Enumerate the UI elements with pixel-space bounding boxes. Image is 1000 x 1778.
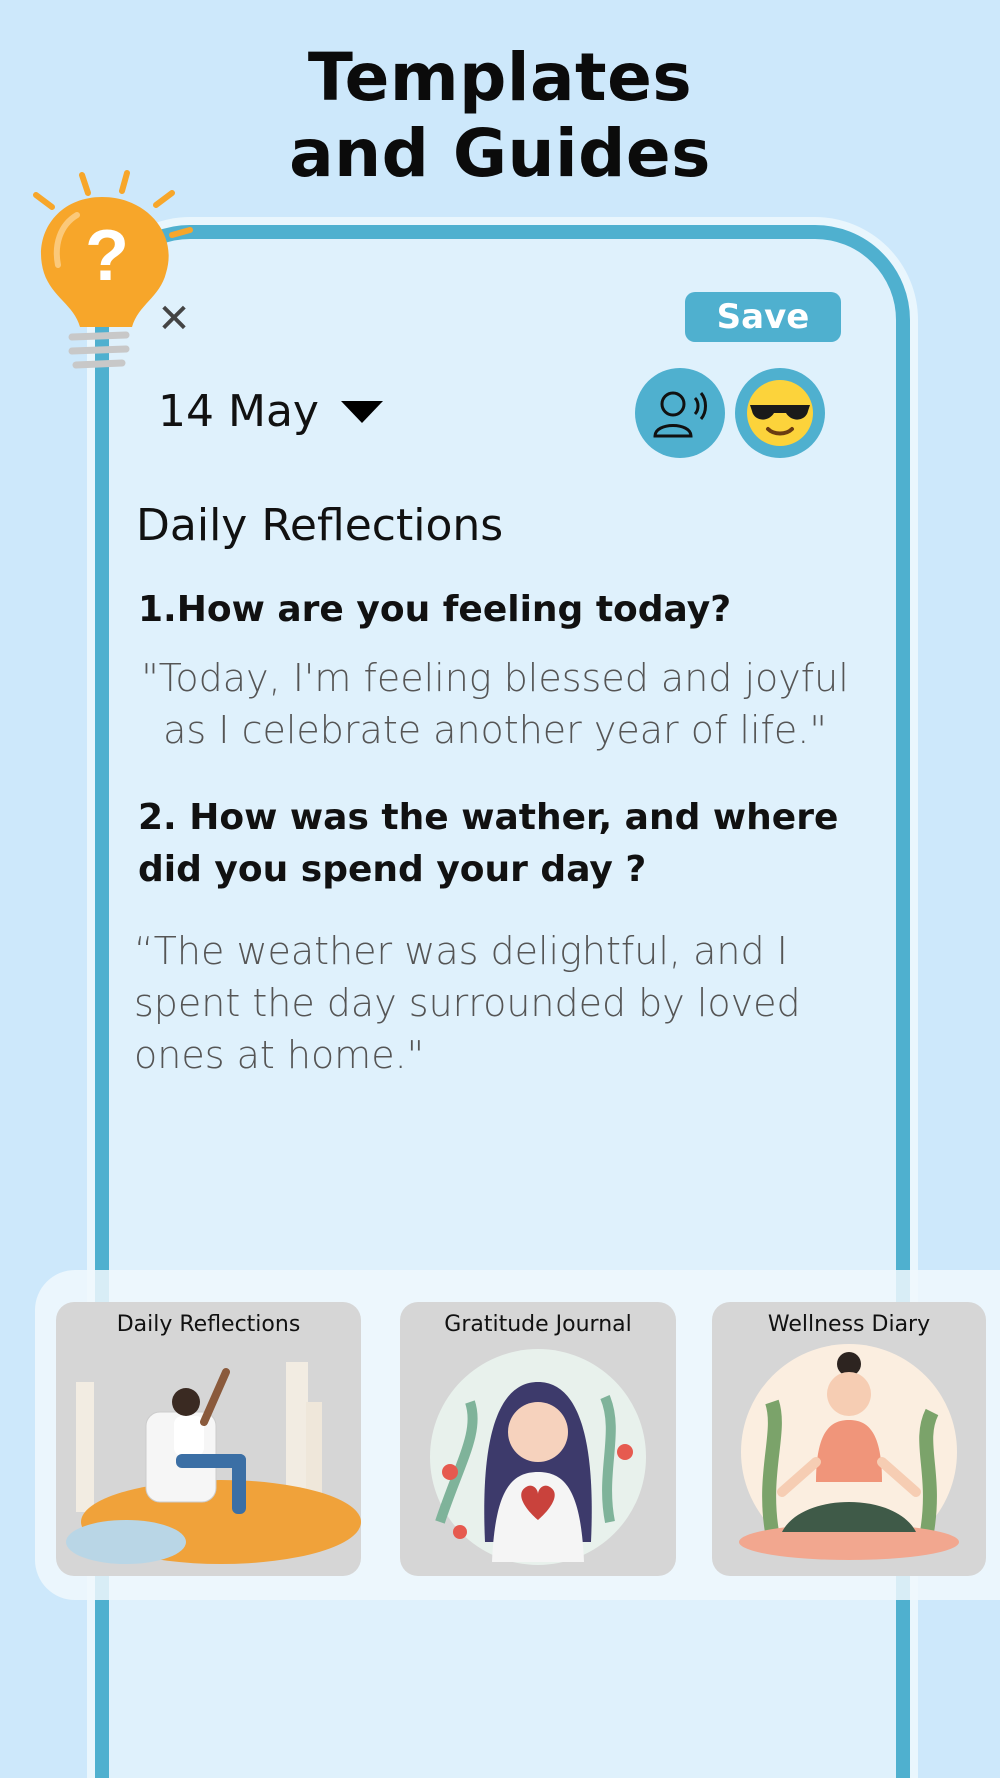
woman-holding-heart-illustration xyxy=(400,1342,676,1576)
date-label: 14 May xyxy=(158,386,319,437)
answer-2[interactable]: “The weather was delightful, and I spent the day surrounded by loved ones at home." xyxy=(134,929,801,1077)
sunglasses-emoji-icon xyxy=(744,377,816,449)
mood-button[interactable] xyxy=(735,368,825,458)
save-button[interactable]: Save xyxy=(685,292,841,342)
template-card-title: Daily Reflections xyxy=(116,1312,301,1337)
question-1: 1.How are you feeling today? xyxy=(138,589,732,630)
template-card-gratitude-journal[interactable] xyxy=(400,1302,676,1576)
caret-down-icon xyxy=(341,401,383,423)
meditating-woman-illustration xyxy=(712,1342,986,1576)
template-card-title: Gratitude Journal xyxy=(444,1312,632,1337)
svg-text:?: ? xyxy=(85,216,129,296)
question-2: 2. How was the wather, and where did you spend your day ? xyxy=(138,797,839,890)
voice-profile-icon xyxy=(649,382,711,444)
person-in-chair-illustration xyxy=(56,1342,361,1576)
headline-line2: and Guides xyxy=(289,115,711,192)
template-card-title: Wellness Diary xyxy=(767,1312,931,1337)
template-card-daily-reflections[interactable] xyxy=(56,1302,361,1576)
lightbulb-question-icon xyxy=(22,155,212,385)
entry-title: Daily Reflections xyxy=(136,500,504,551)
voice-input-button[interactable] xyxy=(635,368,725,458)
template-card-wellness-diary[interactable] xyxy=(712,1302,986,1576)
close-button[interactable]: ✕ xyxy=(157,296,191,342)
answer-1[interactable]: "Today, I'm feeling blessed and joyful as I celebrate another year of life." xyxy=(141,656,849,752)
date-picker[interactable] xyxy=(158,386,383,437)
headline-line1: Templates xyxy=(307,39,693,116)
